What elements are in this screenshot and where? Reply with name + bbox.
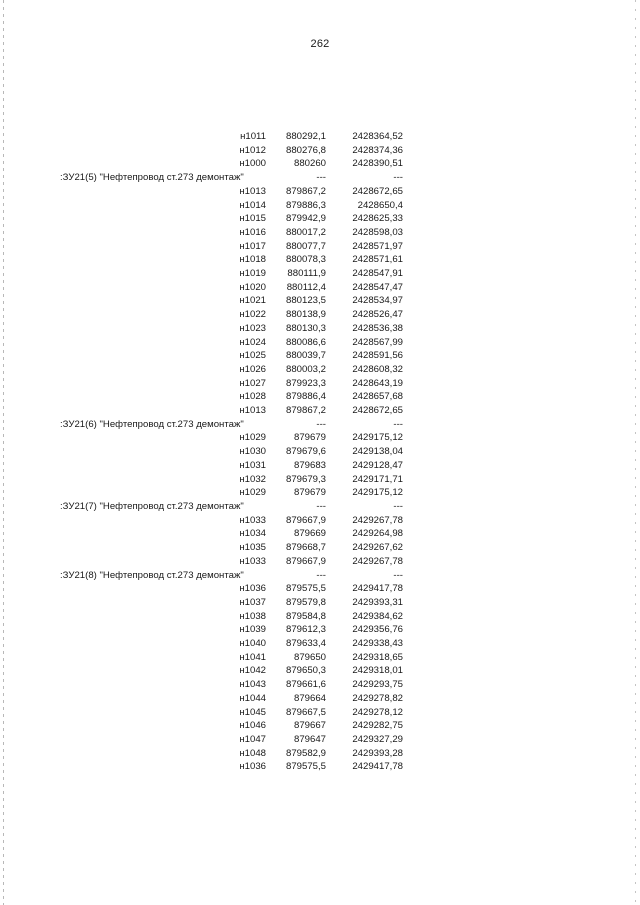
section-label: :ЗУ21(5) "Нефтепровод ст.273 демонтаж" bbox=[60, 172, 244, 184]
table-row bbox=[60, 130, 403, 144]
x-coordinate: 879664 bbox=[293, 692, 326, 704]
coordinates-table bbox=[60, 130, 403, 774]
y-coordinate: 2429393,28 bbox=[352, 747, 403, 759]
y-coordinate: 2429278,82 bbox=[352, 692, 403, 704]
x-coordinate: 880111,9 bbox=[287, 268, 326, 280]
x-coordinate: 880017,2 bbox=[285, 226, 326, 238]
y-coordinate: 2429318,65 bbox=[352, 651, 403, 663]
section-header-row bbox=[60, 171, 403, 185]
x-coordinate: 879923,3 bbox=[285, 377, 326, 389]
x-coordinate: 879633,4 bbox=[285, 638, 326, 650]
y-coordinate: 2428374,36 bbox=[352, 144, 403, 156]
point-label: н1033 bbox=[239, 555, 266, 567]
table-row bbox=[60, 747, 403, 761]
x-coordinate: 880130,3 bbox=[285, 322, 326, 334]
x-coordinate: 880292,1 bbox=[285, 131, 326, 142]
point-label: н1043 bbox=[239, 679, 266, 691]
table-row bbox=[60, 404, 403, 418]
scan-edge-right bbox=[635, 0, 636, 905]
x-coordinate: 879669 bbox=[293, 528, 326, 540]
y-coordinate: 2429175,12 bbox=[352, 487, 403, 499]
y-coordinate: 2429267,78 bbox=[352, 555, 403, 567]
table-row bbox=[60, 733, 403, 747]
table-row bbox=[60, 212, 403, 226]
table-row bbox=[60, 486, 403, 500]
section-label: :ЗУ21(8) "Нефтепровод ст.273 демонтаж" bbox=[60, 569, 244, 581]
point-label: н1036 bbox=[239, 583, 266, 595]
x-coordinate: 879575,5 bbox=[285, 583, 326, 595]
point-label: н1028 bbox=[239, 391, 266, 403]
y-coordinate: 2429264,98 bbox=[352, 528, 403, 540]
point-label: н1026 bbox=[239, 363, 266, 375]
x-coordinate: 880123,5 bbox=[285, 295, 326, 307]
y-coordinate: 2428657,68 bbox=[352, 391, 403, 403]
x-coordinate: 879647 bbox=[293, 733, 326, 745]
x-coordinate: 879661,6 bbox=[285, 679, 326, 691]
y-coordinate: 2429278,12 bbox=[352, 706, 403, 718]
table-row bbox=[60, 157, 403, 171]
point-label: н1021 bbox=[239, 295, 266, 307]
table-row bbox=[60, 541, 403, 555]
x-coordinate: 880260 bbox=[293, 158, 326, 170]
table-row bbox=[60, 377, 403, 391]
x-coordinate: 880138,9 bbox=[285, 309, 326, 321]
point-label: н1029 bbox=[239, 487, 266, 499]
x-coordinate: --- bbox=[316, 172, 326, 184]
y-coordinate: 2428625,33 bbox=[352, 213, 403, 225]
y-coordinate: 2428672,65 bbox=[352, 405, 403, 417]
table-row bbox=[60, 431, 403, 445]
point-label: н1018 bbox=[239, 254, 266, 266]
y-coordinate: 2428547,47 bbox=[352, 281, 403, 293]
point-label: н1016 bbox=[239, 226, 266, 238]
table-row bbox=[60, 664, 403, 678]
point-label: н1022 bbox=[239, 309, 266, 321]
table-row bbox=[60, 637, 403, 651]
x-coordinate: 879886,3 bbox=[285, 199, 326, 211]
section-header-row bbox=[60, 418, 403, 432]
y-coordinate: 2429175,12 bbox=[352, 432, 403, 444]
y-coordinate: 2429267,62 bbox=[352, 542, 403, 554]
point-label: н1019 bbox=[239, 268, 266, 280]
point-label: н1037 bbox=[239, 596, 266, 608]
point-label: н1023 bbox=[239, 322, 266, 334]
table-row bbox=[60, 527, 403, 541]
point-label: н1033 bbox=[239, 514, 266, 526]
point-label: н1029 bbox=[239, 432, 266, 444]
table-row bbox=[60, 651, 403, 665]
x-coordinate: 880112,4 bbox=[286, 281, 326, 293]
point-label: н1014 bbox=[239, 199, 266, 211]
point-label: н1041 bbox=[239, 651, 266, 663]
y-coordinate: 2428534,97 bbox=[352, 295, 403, 307]
point-label: н1020 bbox=[239, 281, 266, 293]
point-label: н1027 bbox=[239, 377, 266, 389]
table-row bbox=[60, 308, 403, 322]
y-coordinate: 2428567,99 bbox=[352, 336, 403, 348]
y-coordinate: 2428571,97 bbox=[352, 240, 403, 252]
y-coordinate: 2429267,78 bbox=[352, 514, 403, 526]
x-coordinate: 879667,9 bbox=[285, 555, 326, 567]
table-row bbox=[60, 459, 403, 473]
point-label: н1034 bbox=[239, 528, 266, 540]
table-row bbox=[60, 678, 403, 692]
y-coordinate: 2429318,01 bbox=[352, 665, 403, 677]
y-coordinate: 2429384,62 bbox=[352, 610, 403, 622]
y-coordinate: --- bbox=[393, 500, 403, 512]
table-row bbox=[60, 623, 403, 637]
y-coordinate: 2428526,47 bbox=[352, 309, 403, 321]
table-row bbox=[60, 226, 403, 240]
y-coordinate: 2428672,65 bbox=[352, 185, 403, 197]
x-coordinate: 879579,8 bbox=[285, 596, 326, 608]
point-label: н1015 bbox=[239, 213, 266, 225]
point-label: н1042 bbox=[239, 665, 266, 677]
point-label: н1031 bbox=[239, 459, 266, 471]
y-coordinate: 2429327,29 bbox=[352, 733, 403, 745]
x-coordinate: 879679 bbox=[293, 487, 326, 499]
scan-edge-left bbox=[3, 0, 4, 905]
x-coordinate: 879679,6 bbox=[285, 446, 326, 458]
point-label: н1024 bbox=[239, 336, 266, 348]
y-coordinate: 2429417,78 bbox=[352, 761, 403, 773]
point-label: н1046 bbox=[239, 720, 266, 732]
table-row bbox=[60, 760, 403, 774]
x-coordinate: 879575,5 bbox=[285, 761, 326, 773]
table-row bbox=[60, 281, 403, 295]
x-coordinate: 879668,7 bbox=[285, 542, 326, 554]
point-label: н1045 bbox=[239, 706, 266, 718]
x-coordinate: 880003,2 bbox=[285, 363, 326, 375]
table-row bbox=[60, 240, 403, 254]
point-label: н1030 bbox=[239, 446, 266, 458]
y-coordinate: 2428536,38 bbox=[352, 322, 403, 334]
point-label: н1000 bbox=[239, 158, 266, 170]
y-coordinate: 2428571,61 bbox=[352, 254, 403, 266]
point-label: н1025 bbox=[239, 350, 266, 362]
point-label: н1036 bbox=[239, 761, 266, 773]
table-row bbox=[60, 390, 403, 404]
table-row bbox=[60, 363, 403, 377]
y-coordinate: 2429128,47 bbox=[352, 459, 403, 471]
x-coordinate: 879667,5 bbox=[285, 706, 326, 718]
coordinates-table-body bbox=[60, 130, 403, 774]
y-coordinate: 2428643,19 bbox=[352, 377, 403, 389]
table-row bbox=[60, 294, 403, 308]
table-row bbox=[60, 349, 403, 363]
table-row bbox=[60, 253, 403, 267]
y-coordinate: 2428547,91 bbox=[352, 268, 403, 280]
x-coordinate: 879683 bbox=[293, 459, 326, 471]
table-row bbox=[60, 706, 403, 720]
x-coordinate: --- bbox=[316, 500, 326, 512]
x-coordinate: 879584,8 bbox=[285, 610, 326, 622]
table-row bbox=[60, 610, 403, 624]
y-coordinate: --- bbox=[393, 172, 403, 184]
y-coordinate: 2429417,78 bbox=[352, 583, 403, 595]
y-coordinate: 2428390,51 bbox=[352, 158, 403, 170]
table-row bbox=[60, 692, 403, 706]
section-header-row bbox=[60, 500, 403, 514]
x-coordinate: 879886,4 bbox=[285, 391, 326, 403]
section-label: :ЗУ21(7) "Нефтепровод ст.273 демонтаж" bbox=[60, 500, 244, 512]
y-coordinate: 2428608,32 bbox=[352, 363, 403, 375]
x-coordinate: 879667,9 bbox=[285, 514, 326, 526]
point-label: н1032 bbox=[239, 473, 266, 485]
x-coordinate: --- bbox=[316, 418, 326, 430]
x-coordinate: 879650,3 bbox=[285, 665, 326, 677]
page-number: 262 bbox=[310, 38, 330, 50]
table-row bbox=[60, 336, 403, 350]
table-row bbox=[60, 719, 403, 733]
point-label: н1035 bbox=[239, 542, 266, 554]
section-header-row bbox=[60, 569, 403, 583]
x-coordinate: 880077,7 bbox=[285, 240, 326, 252]
x-coordinate: 879650 bbox=[293, 651, 326, 663]
y-coordinate: --- bbox=[393, 569, 403, 581]
x-coordinate: 880078,3 bbox=[285, 254, 326, 266]
point-label: н1013 bbox=[239, 185, 266, 197]
y-coordinate: 2429138,04 bbox=[352, 446, 403, 458]
table-row bbox=[60, 473, 403, 487]
table-row bbox=[60, 582, 403, 596]
y-coordinate: 2429393,31 bbox=[352, 596, 403, 608]
x-coordinate: 879679,3 bbox=[285, 473, 326, 485]
point-label: н1040 bbox=[239, 638, 266, 650]
y-coordinate: 2428650,4 bbox=[357, 199, 403, 211]
point-label: н1012 bbox=[239, 144, 266, 156]
point-label: н1017 bbox=[239, 240, 266, 252]
y-coordinate: 2428364,52 bbox=[352, 131, 403, 142]
point-label: н1013 bbox=[239, 405, 266, 417]
point-label: н1039 bbox=[239, 624, 266, 636]
point-label: н1048 bbox=[239, 747, 266, 759]
y-coordinate: 2428591,56 bbox=[352, 350, 403, 362]
table-row bbox=[60, 267, 403, 281]
x-coordinate: 879867,2 bbox=[285, 185, 326, 197]
y-coordinate: --- bbox=[393, 418, 403, 430]
section-label: :ЗУ21(6) "Нефтепровод ст.273 демонтаж" bbox=[60, 418, 244, 430]
y-coordinate: 2429171,71 bbox=[352, 473, 403, 485]
x-coordinate: 880039,7 bbox=[285, 350, 326, 362]
y-coordinate: 2429356,76 bbox=[352, 624, 403, 636]
table-row bbox=[60, 596, 403, 610]
table-row bbox=[60, 514, 403, 528]
y-coordinate: 2429282,75 bbox=[352, 720, 403, 732]
table-row bbox=[60, 185, 403, 199]
point-label: н1047 bbox=[239, 733, 266, 745]
table-row bbox=[60, 555, 403, 569]
point-label: н1038 bbox=[239, 610, 266, 622]
y-coordinate: 2428598,03 bbox=[352, 226, 403, 238]
x-coordinate: 879942,9 bbox=[285, 213, 326, 225]
x-coordinate: 880276,8 bbox=[285, 144, 326, 156]
table-row bbox=[60, 445, 403, 459]
table-row bbox=[60, 322, 403, 336]
x-coordinate: --- bbox=[316, 569, 326, 581]
point-label: н1044 bbox=[239, 692, 266, 704]
x-coordinate: 879612,3 bbox=[285, 624, 326, 636]
y-coordinate: 2429293,75 bbox=[352, 679, 403, 691]
point-label: н1011 bbox=[240, 131, 266, 142]
table-row bbox=[60, 199, 403, 213]
x-coordinate: 879582,9 bbox=[285, 747, 326, 759]
x-coordinate: 879867,2 bbox=[285, 405, 326, 417]
x-coordinate: 880086,6 bbox=[285, 336, 326, 348]
x-coordinate: 879667 bbox=[293, 720, 326, 732]
x-coordinate: 879679 bbox=[293, 432, 326, 444]
table-row bbox=[60, 144, 403, 158]
y-coordinate: 2429338,43 bbox=[352, 638, 403, 650]
